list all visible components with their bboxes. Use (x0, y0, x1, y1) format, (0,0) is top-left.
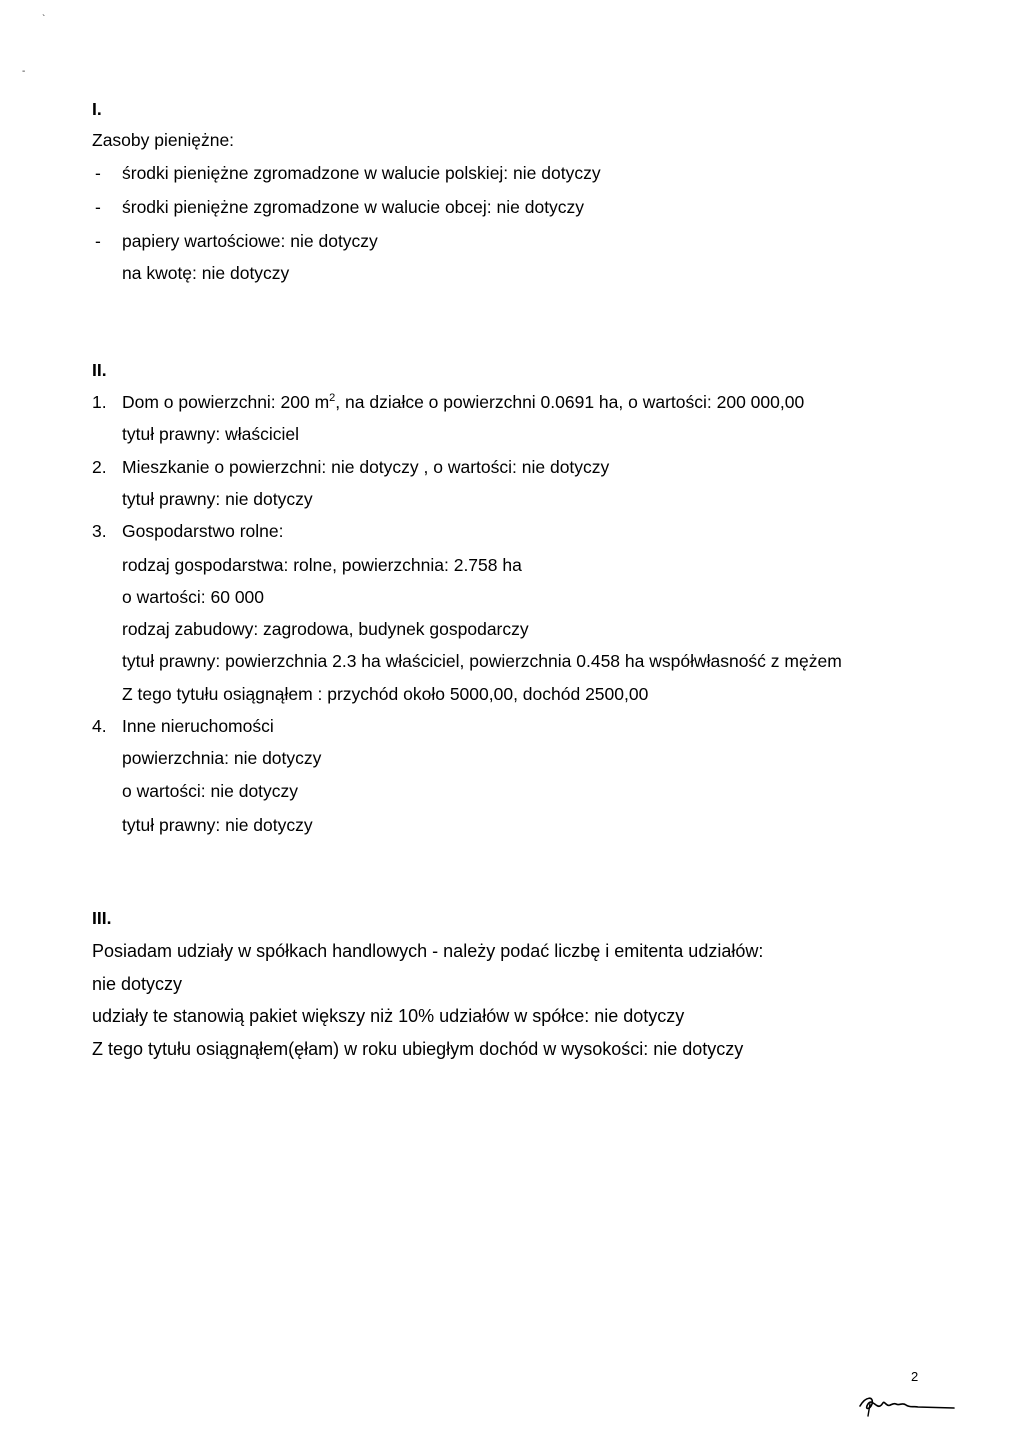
farm-income: Z tego tytułu osiągnąłem : przychód około 5000,00, dochód 2500,00 (122, 684, 649, 704)
list-item: środki pieniężne zgromadzone w walucie obcej: nie dotyczy (122, 197, 585, 217)
house-title: tytuł prawny: właściciel (122, 424, 299, 444)
item-number: 1. (92, 392, 107, 412)
house-line (122, 392, 804, 412)
handwritten-signature-icon (858, 1392, 958, 1422)
item-number: 3. (92, 521, 107, 541)
item-number: 4. (92, 716, 107, 736)
bullet-dash: - (95, 231, 101, 251)
other-property-area: powierzchnia: nie dotyczy (122, 748, 322, 768)
list-item: środki pieniężne zgromadzone w walucie polskiej: nie dotyczy (122, 163, 601, 183)
section-2-heading: II. (92, 360, 107, 380)
page-number: 2 (911, 1369, 919, 1384)
house-text: Dom o powierzchni: 200 m (122, 392, 330, 412)
section-1-intro: Zasoby pieniężne: (92, 130, 235, 150)
shares-answer: nie dotyczy (92, 974, 183, 994)
shares-line: Posiadam udziały w spółkach handlowych - należy podać liczbę i emitenta udziałów: (92, 941, 764, 961)
apartment-line: Mieszkanie o powierzchni: nie dotyczy , o wartości: nie dotyczy (122, 457, 610, 477)
shares-package: udziały te stanowią pakiet większy niż 10% udziałów w spółce: nie dotyczy (92, 1006, 685, 1026)
superscript-two: 2 (329, 392, 336, 405)
amount-line: na kwotę: nie dotyczy (122, 263, 290, 283)
scan-speck: - (22, 66, 26, 77)
other-property-title: tytuł prawny: nie dotyczy (122, 815, 313, 835)
house-text-rest: , na działce o powierzchni 0.0691 ha, o wartości: 200 000,00 (335, 392, 805, 412)
bullet-dash: - (95, 163, 101, 183)
list-item: papiery wartościowe: nie dotyczy (122, 231, 378, 251)
section-1-heading: I. (92, 99, 102, 119)
bullet-dash: - (95, 197, 101, 217)
section-3-heading: III. (92, 908, 112, 928)
item-number: 2. (92, 457, 107, 477)
farm-line: Gospodarstwo rolne: (122, 521, 284, 541)
other-property-value: o wartości: nie dotyczy (122, 781, 299, 801)
farm-type: rodzaj gospodarstwa: rolne, powierzchnia: 2.758 ha (122, 555, 522, 575)
shares-income: Z tego tytułu osiągnąłem(ęłam) w roku ubiegłym dochód w wysokości: nie dotyczy (92, 1039, 744, 1059)
other-property-line: Inne nieruchomości (122, 716, 274, 736)
farm-buildings: rodzaj zabudowy: zagrodowa, budynek gospodarczy (122, 619, 529, 639)
scan-speck: ` (42, 14, 46, 25)
farm-value: o wartości: 60 000 (122, 587, 265, 607)
farm-title: tytuł prawny: powierzchnia 2.3 ha właściciel, powierzchnia 0.458 ha współwłasność z mężem (122, 651, 842, 671)
apartment-title: tytuł prawny: nie dotyczy (122, 489, 313, 509)
